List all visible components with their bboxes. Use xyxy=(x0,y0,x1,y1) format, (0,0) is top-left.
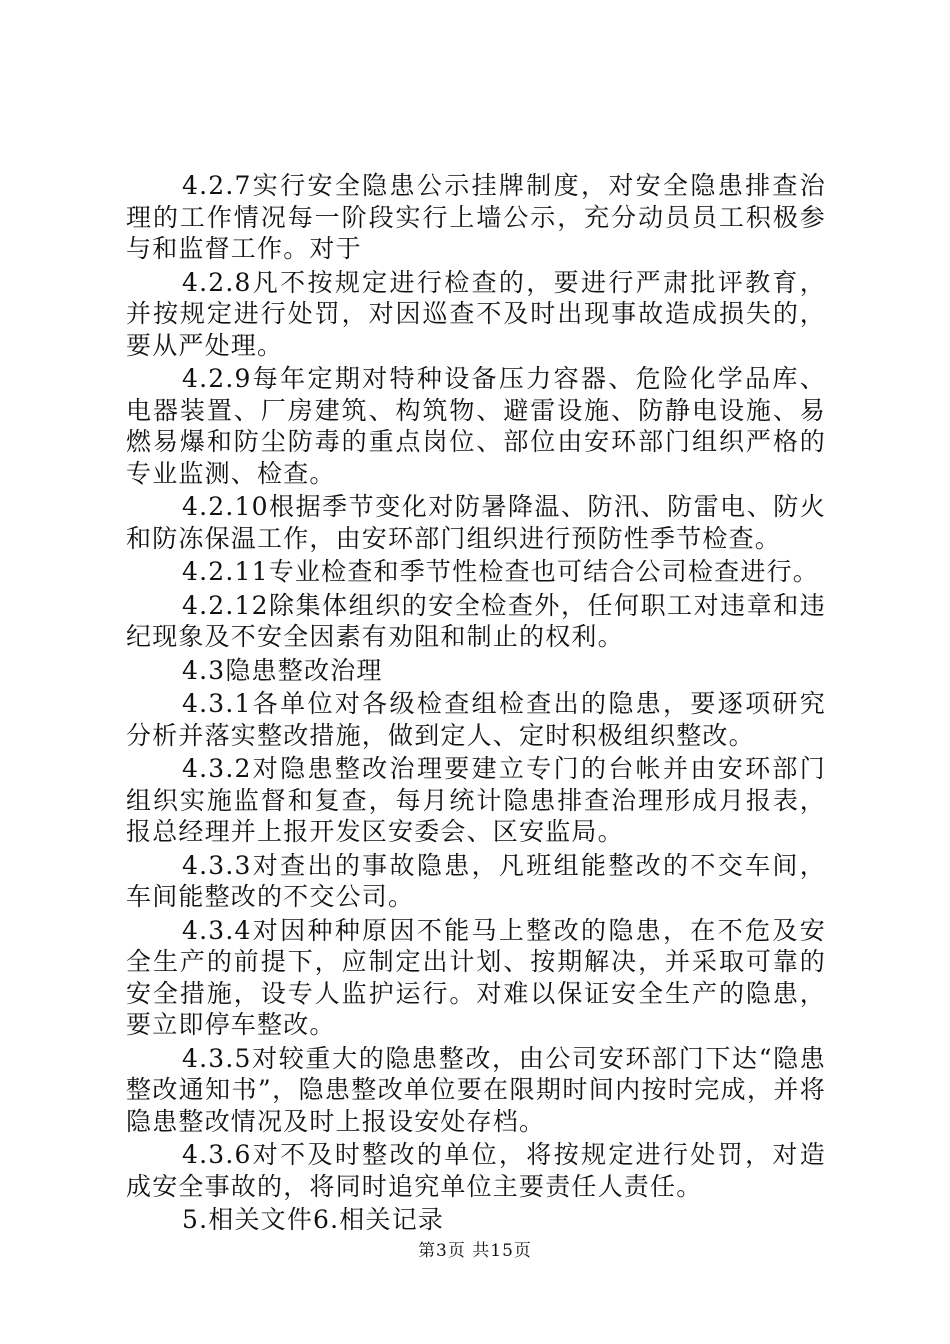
document-body xyxy=(126,170,826,1236)
section-heading-4-3: 4.3隐患整改治理 xyxy=(182,655,383,685)
paragraph-4-2-11: 4.2.11专业检查和季节性检查也可结合公司检查进行。 xyxy=(182,557,819,586)
section-heading-5-6: 5.相关文件6.相关记录 xyxy=(182,1205,445,1234)
paragraph-4-2-9: 4.2.9每年定期对特种设备压力容器、危险化学品库、电器装置、厂房建筑、构筑物、避雷设施、防静电设施、易燃易爆和防尘防毒的重点岗位、部位由安环部门组织严格的专业监测、检查。 xyxy=(126,364,826,488)
paragraph-4-2-12: 4.2.12除集体组织的安全检查外，任何职工对违章和违纪现象及不安全因素有劝阻和制止的权利。 xyxy=(126,590,826,651)
paragraph-4-3-6: 4.3.6对不及时整改的单位，将按规定进行处罚，对造成安全事故的，将同时追究单位主要责任人责任。 xyxy=(126,1140,826,1201)
paragraph-4-2-10: 4.2.10根据季节变化对防暑降温、防汛、防雷电、防火和防冻保温工作，由安环部门组织进行预防性季节检查。 xyxy=(126,492,826,553)
paragraph-4-2-7: 4.2.7实行安全隐患公示挂牌制度，对安全隐患排查治理的工作情况每一阶段实行上墙公示，充分动员员工积极参与和监督工作。对于 xyxy=(126,171,826,263)
paragraph-4-3-4: 4.3.4对因种种原因不能马上整改的隐患，在不危及安全生产的前提下，应制定出计划、按期解决，并采取可靠的安全措施，设专人监护运行。对难以保证安全生产的隐患，要立即停车整改。 xyxy=(126,915,826,1039)
paragraph-4-3-2: 4.3.2对隐患整改治理要建立专门的台帐并由安环部门组织实施监督和复查，每月统计隐患排查治理形成月报表，报总经理并上报开发区安委会、区安监局。 xyxy=(126,754,826,846)
page-number-footer: 第3页 共15页 xyxy=(418,1241,532,1261)
paragraph-4-3-5: 4.3.5对较重大的隐患整改，由公司安环部门下达“隐患整改通知书”，隐患整改单位要在限期时间内按时完成，并将隐患整改情况及时上报设安处存档。 xyxy=(126,1043,826,1136)
paragraph-4-2-8: 4.2.8凡不按规定进行检查的，要进行严肃批评教育，并按规定进行处罚，对因巡查不及时出现事故造成损失的，要从严处理。 xyxy=(126,267,826,360)
paragraph-4-3-1: 4.3.1各单位对各级检查组检查出的隐患，要逐项研究分析并落实整改措施，做到定人、定时积极组织整改。 xyxy=(126,689,826,750)
paragraph-4-3-3: 4.3.3对查出的事故隐患，凡班组能整改的不交车间，车间能整改的不交公司。 xyxy=(126,850,826,911)
